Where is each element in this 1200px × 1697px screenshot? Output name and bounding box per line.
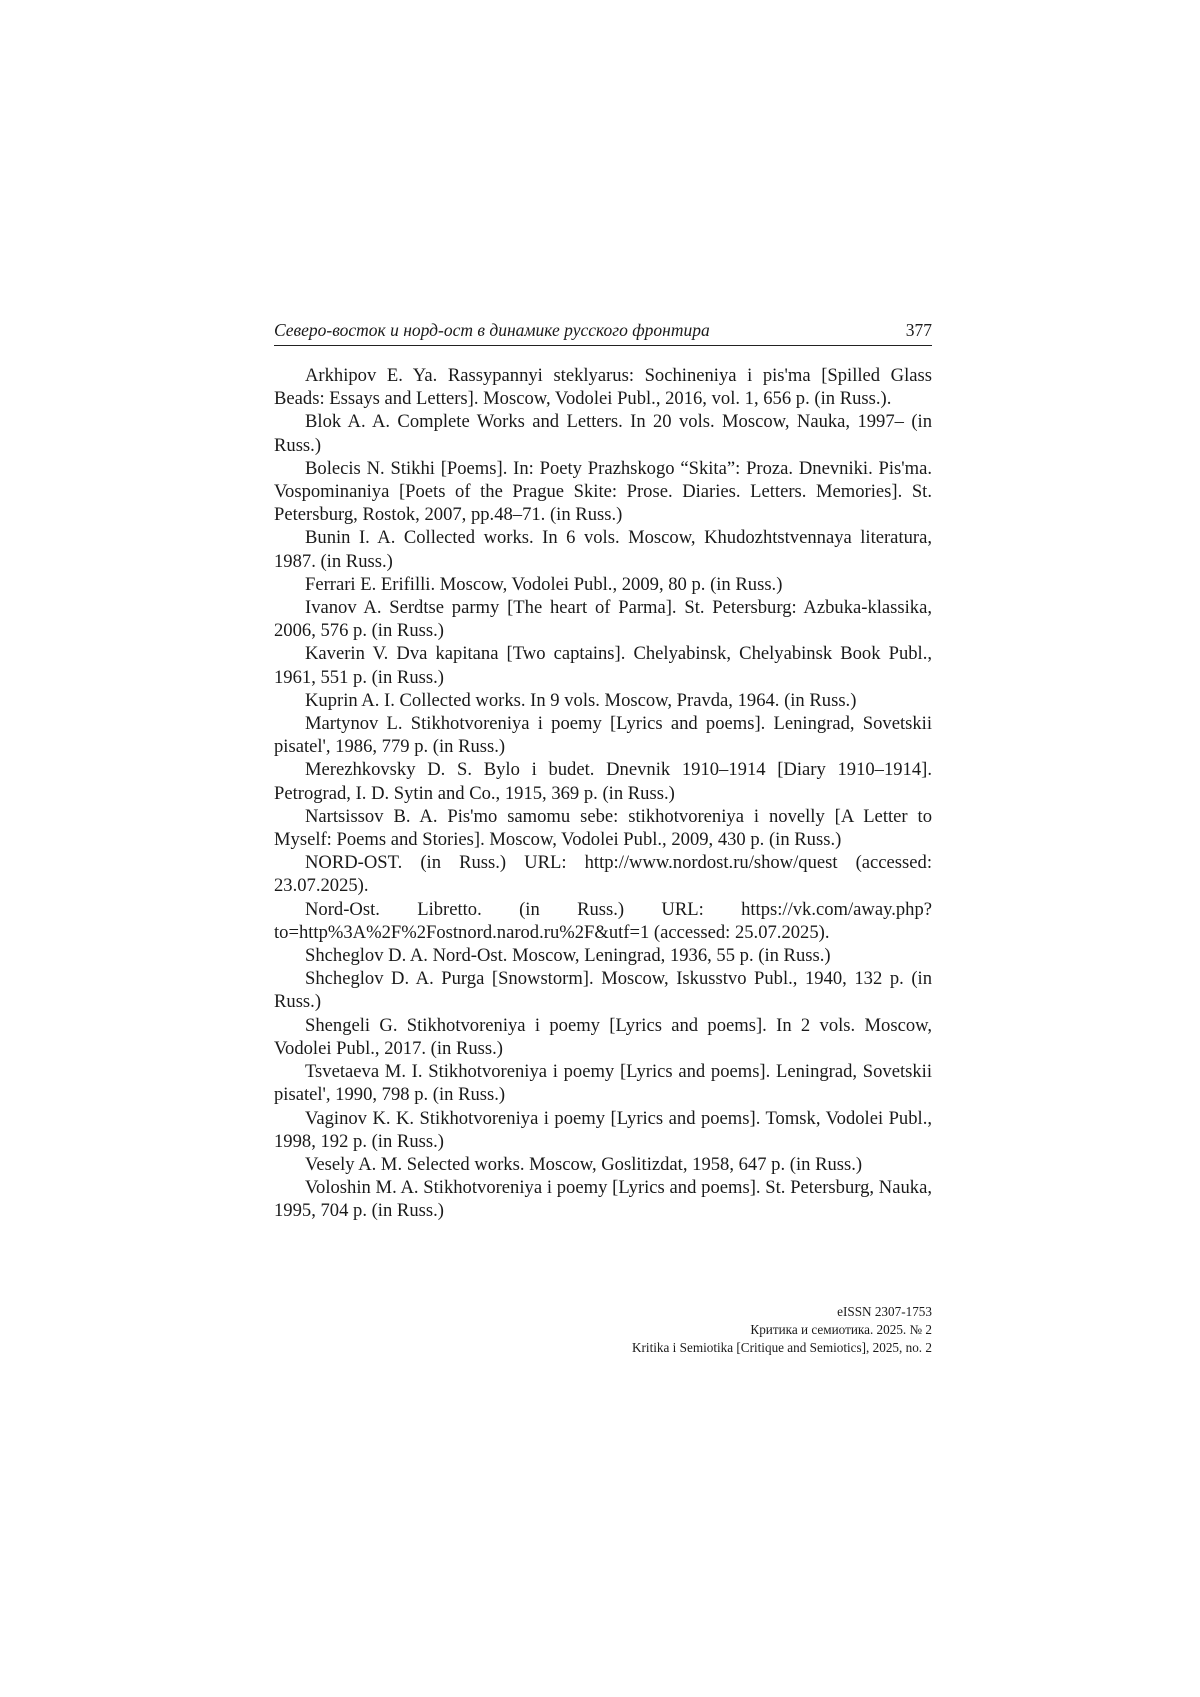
reference-entry: Arkhipov E. Ya. Rassypannyi steklyarus: Sochineniya i pis'ma [Spilled Glass Beads: Essays and Letters]. Moscow, Vodolei Publ., 2016, vol. 1, 656 p. (in Russ.). — [274, 364, 932, 410]
reference-entry: Ferrari E. Erifilli. Moscow, Vodolei Publ., 2009, 80 p. (in Russ.) — [274, 573, 932, 596]
reference-entry: Vaginov K. K. Stikhotvoreniya i poemy [Lyrics and poems]. Tomsk, Vodolei Publ., 1998, 192 p. (in Russ.) — [274, 1107, 932, 1153]
reference-entry: Kuprin A. I. Collected works. In 9 vols. Moscow, Pravda, 1964. (in Russ.) — [274, 689, 932, 712]
reference-entry: Tsvetaeva M. I. Stikhotvoreniya i poemy [Lyrics and poems]. Leningrad, Sovetskii pisatel', 1990, 798 p. (in Russ.) — [274, 1060, 932, 1106]
running-header — [274, 318, 932, 346]
reference-entry: Ivanov A. Serdtse parmy [The heart of Parma]. St. Petersburg: Azbuka-klassika, 2006, 576 p. (in Russ.) — [274, 596, 932, 642]
reference-entry: Martynov L. Stikhotvoreniya i poemy [Lyrics and poems]. Leningrad, Sovetskii pisatel', 1986, 779 p. (in Russ.) — [274, 712, 932, 758]
reference-entry: Nord-Ost. Libretto. (in Russ.) URL: https://vk.com/away.php?to=http%3A%2F%2Fostnord.narod.ru%2F&utf=1 (accessed: 25.07.2025). — [274, 898, 932, 944]
reference-entry: Voloshin M. A. Stikhotvoreniya i poemy [Lyrics and poems]. St. Petersburg, Nauka, 1995, 704 p. (in Russ.) — [274, 1176, 932, 1222]
reference-list — [274, 364, 932, 1223]
footer-journal-en: Kritika i Semiotika [Critique and Semiotics], 2025, no. 2 — [274, 1339, 932, 1357]
journal-footer — [274, 1303, 932, 1357]
page-number: 377 — [906, 318, 932, 342]
reference-entry: Shcheglov D. A. Purga [Snowstorm]. Moscow, Iskusstvo Publ., 1940, 132 p. (in Russ.) — [274, 967, 932, 1013]
footer-journal-ru: Критика и семиотика. 2025. № 2 — [274, 1321, 932, 1339]
running-title: Северо-восток и норд-ост в динамике русского фронтира — [274, 318, 710, 342]
reference-entry: Bunin I. A. Collected works. In 6 vols. Moscow, Khudozhtstvennaya literatura, 1987. (in Russ.) — [274, 526, 932, 572]
reference-entry: Kaverin V. Dva kapitana [Two captains]. Chelyabinsk, Chelyabinsk Book Publ., 1961, 551 p. (in Russ.) — [274, 642, 932, 688]
reference-entry: Bolecis N. Stikhi [Poems]. In: Poety Prazhskogo “Skita”: Proza. Dnevniki. Pis'ma. Vospominaniya [Poets of the Prague Skite: Prose. Diaries. Letters. Memories]. St. Petersburg, Rostok, 2007, pp.48–71. (in Russ.) — [274, 457, 932, 527]
page-body — [274, 318, 932, 1223]
reference-entry: NORD-OST. (in Russ.) URL: http://www.nordost.ru/show/quest (accessed: 23.07.2025). — [274, 851, 932, 897]
reference-entry: Nartsissov B. A. Pis'mo samomu sebe: stikhotvoreniya i novelly [A Letter to Myself: Poems and Stories]. Moscow, Vodolei Publ., 2009, 430 p. (in Russ.) — [274, 805, 932, 851]
reference-entry: Shcheglov D. A. Nord-Ost. Moscow, Leningrad, 1936, 55 p. (in Russ.) — [274, 944, 932, 967]
reference-entry: Shengeli G. Stikhotvoreniya i poemy [Lyrics and poems]. In 2 vols. Moscow, Vodolei Publ., 2017. (in Russ.) — [274, 1014, 932, 1060]
reference-entry: Vesely A. M. Selected works. Moscow, Goslitizdat, 1958, 647 p. (in Russ.) — [274, 1153, 932, 1176]
reference-entry: Merezhkovsky D. S. Bylo i budet. Dnevnik 1910–1914 [Diary 1910–1914]. Petrograd, I. D. Sytin and Co., 1915, 369 p. (in Russ.) — [274, 758, 932, 804]
footer-issn: eISSN 2307-1753 — [274, 1303, 932, 1321]
reference-entry: Blok A. A. Complete Works and Letters. In 20 vols. Moscow, Nauka, 1997– (in Russ.) — [274, 410, 932, 456]
